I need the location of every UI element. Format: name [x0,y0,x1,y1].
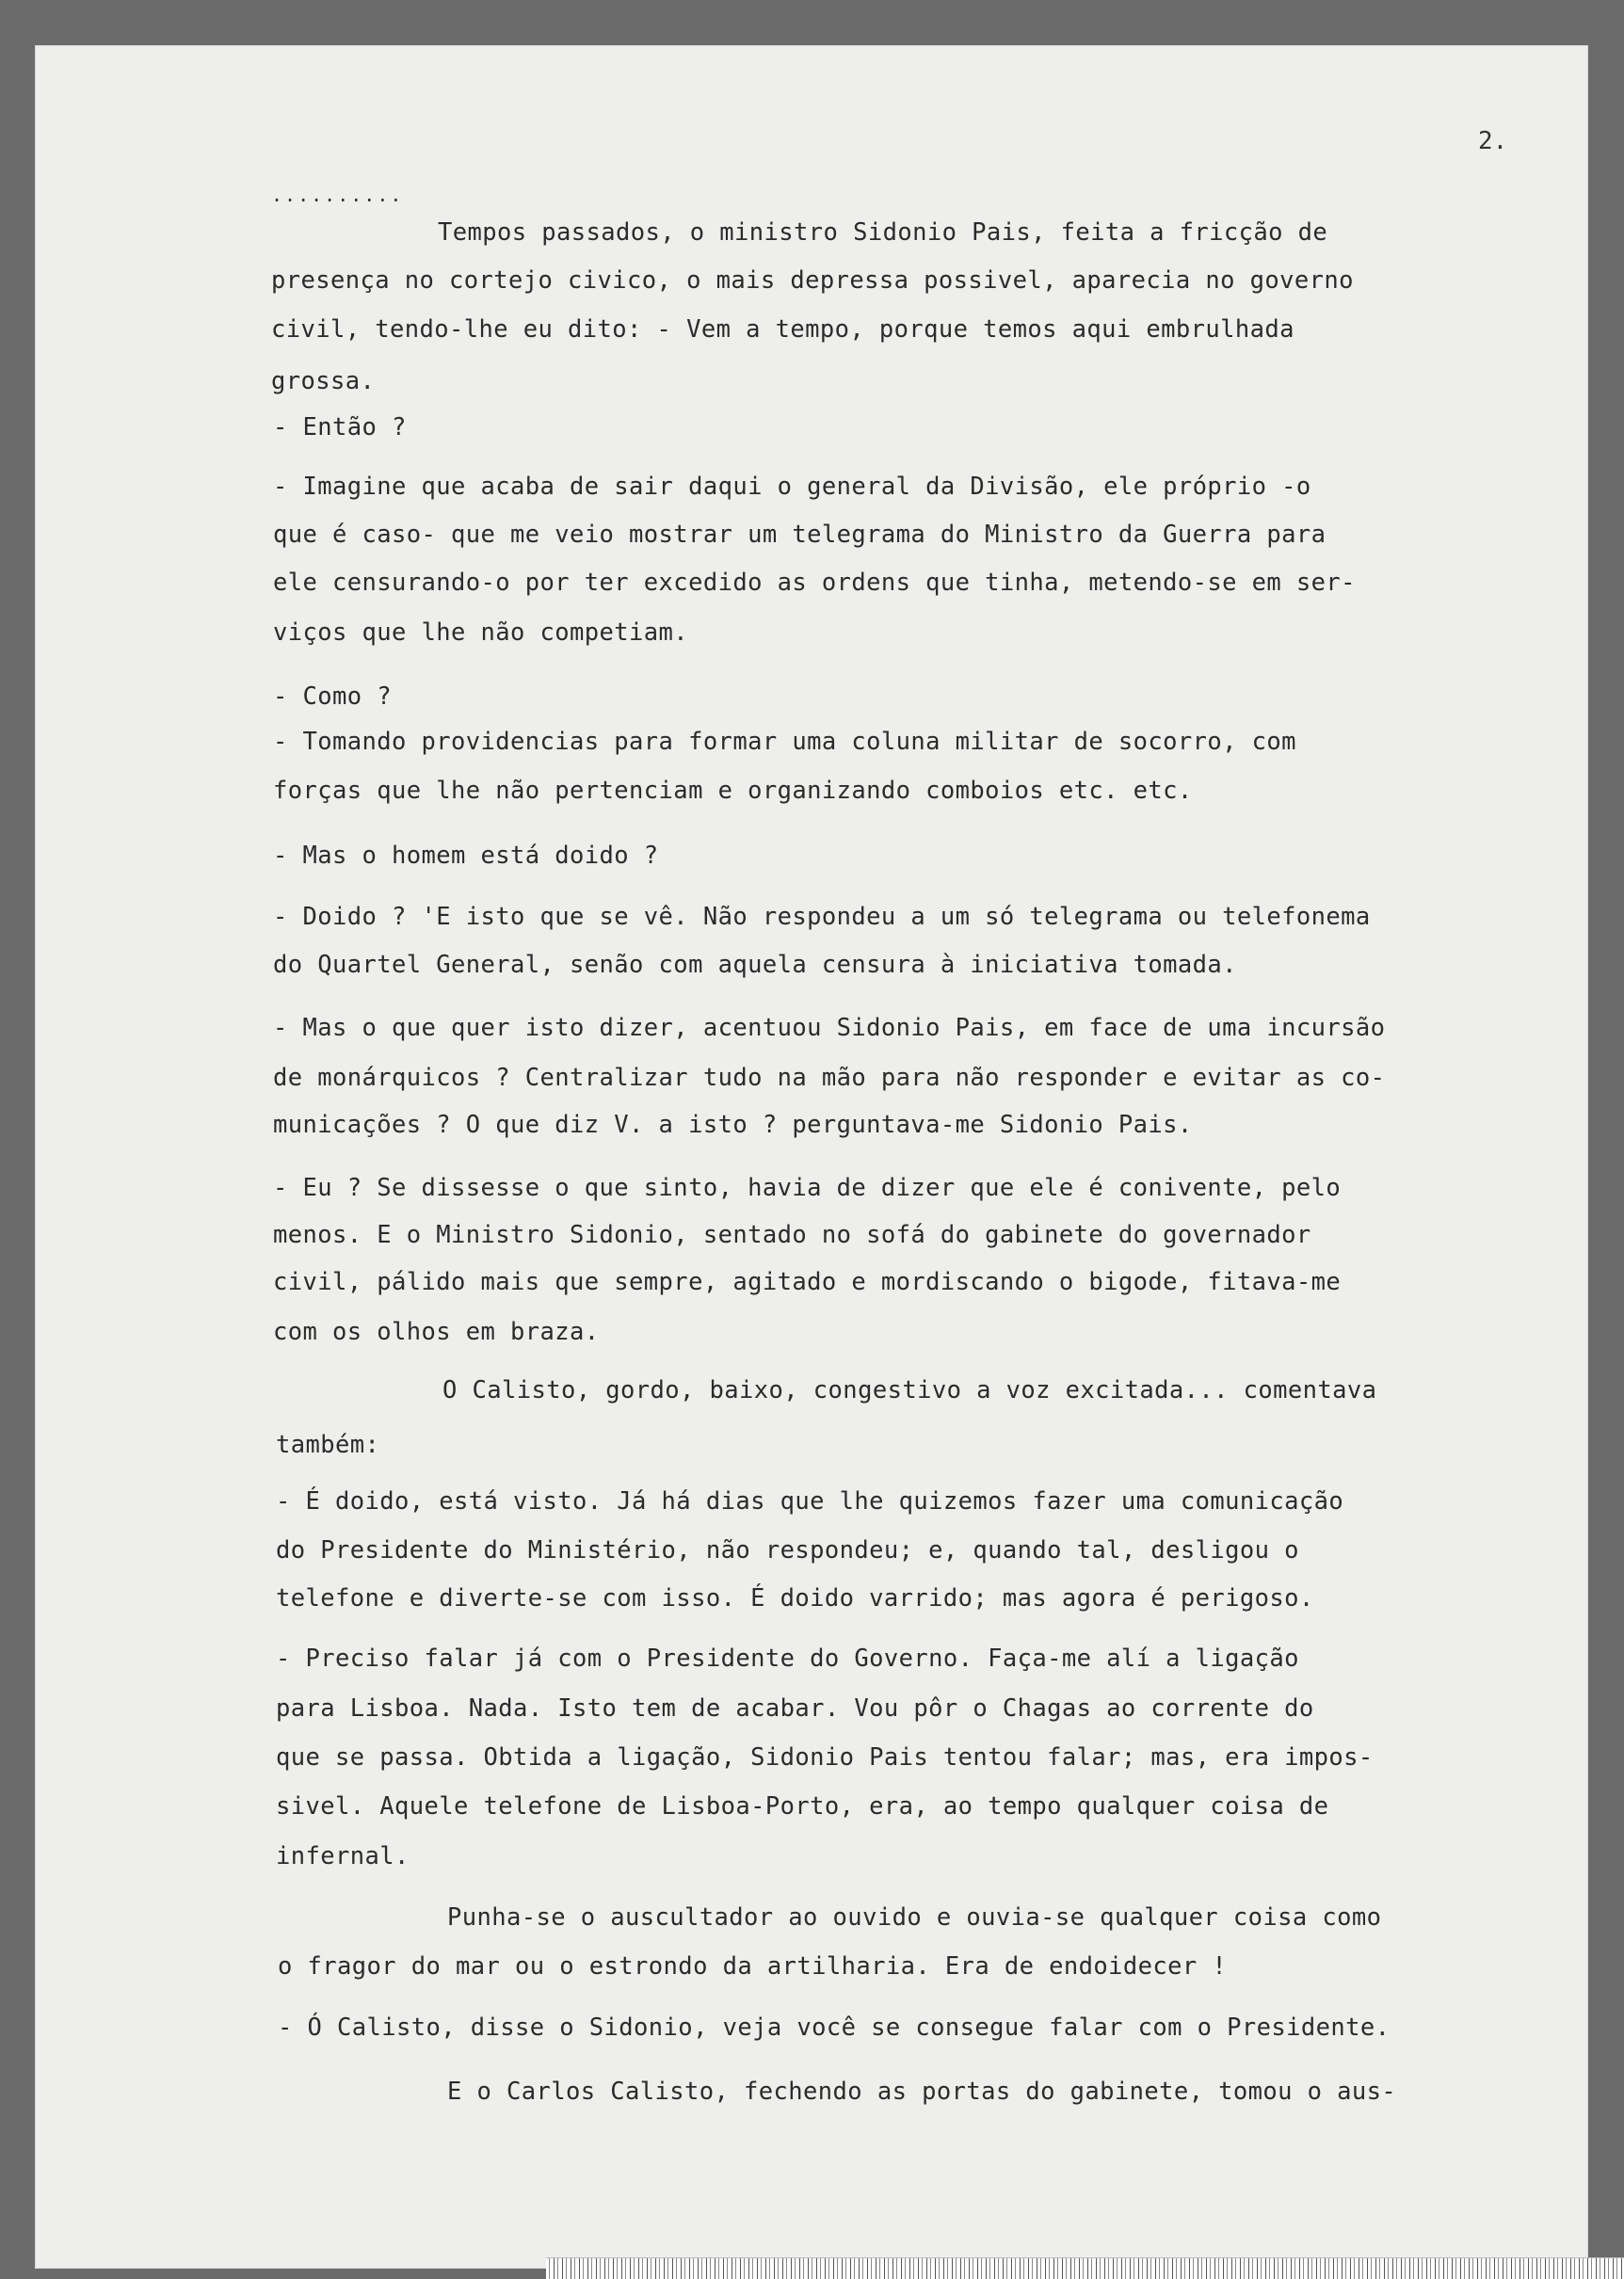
text-line: - Eu ? Se dissesse o que sinto, havia de dizer que ele é conivente, pelo [273,1174,1342,1202]
text-line: municações ? O que diz V. a isto ? perguntava-me Sidonio Pais. [273,1111,1193,1139]
text-line: que se passa. Obtida a ligação, Sidonio Pais tentou falar; mas, era impos- [276,1743,1374,1772]
text-line: forças que lhe não pertenciam e organizando comboios etc. etc. [273,777,1193,805]
text-line: também: [276,1431,380,1459]
text-line: Tempos passados, o ministro Sidonio Pais, feita a fricção de [438,218,1328,247]
text-line: menos. E o Ministro Sidonio, sentado no sofá do gabinete do governador [273,1221,1311,1249]
text-line: com os olhos em braza. [273,1318,600,1346]
text-line: - Preciso falar já com o Presidente do Governo. Faça-me alí a ligação [276,1645,1299,1673]
text-line: E o Carlos Calisto, fechendo as portas do gabinete, tomou o aus- [447,2078,1397,2106]
text-line: - Imagine que acaba de sair daqui o general da Divisão, ele próprio -o [273,473,1311,501]
section-ellipsis: .......... [271,184,404,206]
text-line: presença no cortejo civico, o mais depressa possivel, aparecia no governo [271,266,1354,295]
text-line: viços que lhe não competiam. [273,618,689,647]
text-line: de monárquicos ? Centralizar tudo na mão para não responder e evitar as co- [273,1064,1386,1092]
text-line: que é caso- que me veio mostrar um telegrama do Ministro da Guerra para [273,521,1327,549]
text-line: - Doido ? 'E isto que se vê. Não respondeu a um só telegrama ou telefonema [273,903,1371,931]
text-line: do Quartel General, senão com aquela censura à iniciativa tomada. [273,951,1237,979]
text-line: infernal. [276,1842,410,1870]
text-line: - Ó Calisto, disse o Sidonio, veja você se consegue falar com o Presidente. [278,2014,1391,2042]
text-line: o fragor do mar ou o estrondo da artilharia. Era de endoidecer ! [278,1952,1228,1981]
text-line: - Como ? [273,682,393,711]
text-line: sivel. Aquele telefone de Lisboa-Porto, era, ao tempo qualquer coisa de [276,1792,1329,1821]
text-line: - Então ? [273,413,407,441]
text-line: - Tomando providencias para formar uma coluna militar de socorro, com [273,728,1296,756]
text-line: - Mas o homem está doido ? [273,842,659,870]
text-line: ele censurando-o por ter excedido as ordens que tinha, metendo-se em ser- [273,569,1356,597]
text-line: para Lisboa. Nada. Isto tem de acabar. Vou pôr o Chagas ao corrente do [276,1694,1314,1723]
text-line: - É doido, está visto. Já há dias que lhe quizemos fazer uma comunicação [276,1487,1344,1516]
text-line: - Mas o que quer isto dizer, acentuou Sidonio Pais, em face de uma incursão [273,1014,1386,1042]
text-line: telefone e diverte-se com isso. É doido varrido; mas agora é perigoso. [276,1584,1314,1613]
scan-scale-ruler [546,2257,1624,2279]
text-line: civil, tendo-lhe eu dito: - Vem a tempo, porque temos aqui embrulhada [271,315,1294,344]
text-line: civil, pálido mais que sempre, agitado e mordiscando o bigode, fitava-me [273,1268,1342,1296]
document-page [35,45,1588,2269]
page-number: 2. [1478,127,1508,155]
text-line: O Calisto, gordo, baixo, congestivo a voz excitada... comentava [442,1376,1377,1404]
text-line: grossa. [271,367,376,395]
text-line: do Presidente do Ministério, não respondeu; e, quando tal, desligou o [276,1536,1299,1565]
text-line: Punha-se o auscultador ao ouvido e ouvia-se qualquer coisa como [447,1903,1382,1932]
